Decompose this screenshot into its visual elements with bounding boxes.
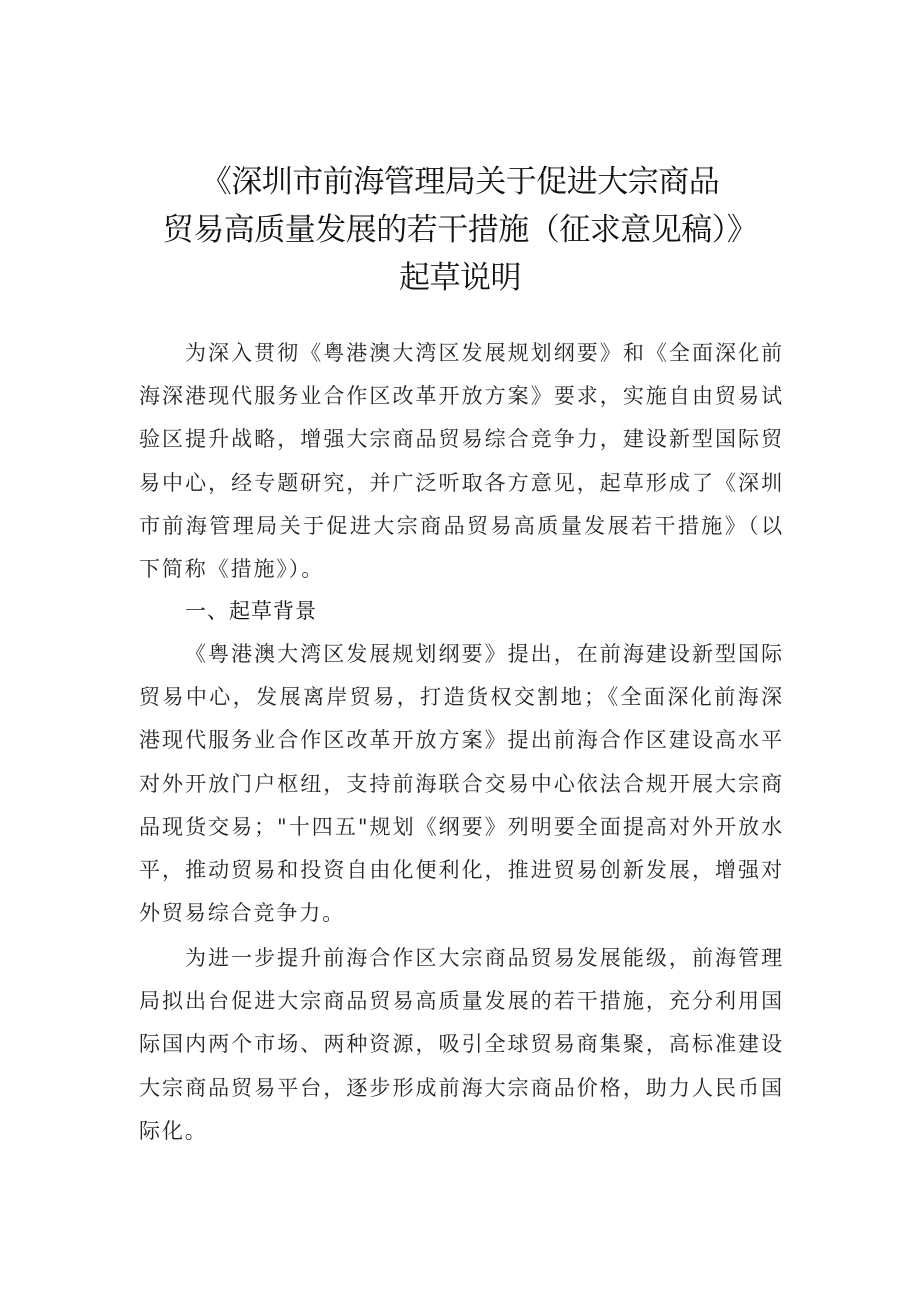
- paragraph-intro-wrapper: [139, 332, 784, 591]
- document-title: [0, 158, 920, 302]
- paragraph-background: 《粤港澳大湾区发展规划纲要》提出，在前海建设新型国际贸易中心，发展离岸贸易，打造货权交割地；《全面深化前海深港现代服务业合作区改革开放方案》提出前海合作区建设高水平对外开放门户枢纽，支持前海联合交易中心依法合规开展大宗商品现货交易；"十四五"规划《纲要》列明要全面提高对外开放水平，推动贸易和投资自由化便利化，推进贸易创新发展，增强对外贸易综合竞争力。: [139, 642, 784, 926]
- section-heading-wrapper: [139, 590, 784, 633]
- section-heading-background: 一、起草背景: [185, 599, 317, 623]
- paragraph-intro: 为深入贯彻《粤港澳大湾区发展规划纲要》和《全面深化前海深港现代服务业合作区改革开放方案》要求，实施自由贸易试验区提升战略，增强大宗商品贸易综合竞争力，建设新型国际贸易中心，经专题研究，并广泛听取各方意见，起草形成了《深圳市前海管理局关于促进大宗商品贸易高质量发展若干措施》（以下简称《措施》）。: [139, 341, 784, 582]
- paragraph-purpose: 为进一步提升前海合作区大宗商品贸易发展能级，前海管理局拟出台促进大宗商品贸易高质量发展的若干措施，充分利用国际国内两个市场、两种资源，吸引全球贸易商集聚，高标准建设大宗商品贸易平台，逐步形成前海大宗商品价格，助力人民币国际化。: [139, 946, 784, 1143]
- title-line-2: 贸易高质量发展的若干措施（征求意见稿）》: [162, 212, 758, 248]
- title-line-3: 起草说明: [399, 260, 521, 296]
- paragraph-background-wrapper: [139, 633, 784, 935]
- title-line-1: 《深圳市前海管理局关于促进大宗商品: [200, 164, 720, 200]
- paragraph-purpose-wrapper: [139, 937, 784, 1153]
